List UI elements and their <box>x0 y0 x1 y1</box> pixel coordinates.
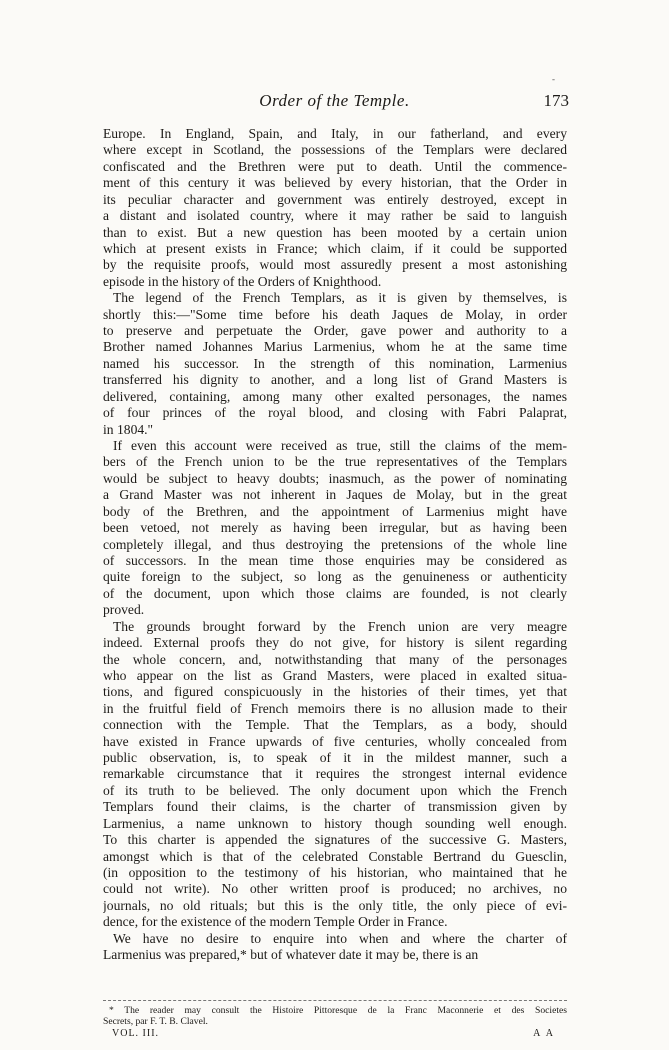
text-line: of four princes of the royal blood, and closing with Fabri Palaprat, <box>103 405 567 421</box>
text-line: quite foreign to the subject, so long as the genuineness or authenticity <box>103 569 567 585</box>
text-line: a distant and isolated country, where it may rather be said to languish <box>103 208 567 224</box>
signature-mark: A A <box>533 1028 555 1039</box>
text-line: ment of this century it was believed by every historian, that the Order in <box>103 175 567 191</box>
text-line: would be subject to heavy doubts; inasmuch, as the power of nominating <box>103 470 567 486</box>
text-line: delivered, containing, among many other exalted personages, the names <box>103 388 567 404</box>
text-line: a Grand Master was not inherent in Jaques de Molay, but in the great <box>103 487 567 503</box>
text-line: than to exist. But a new question has been mooted by a certain union <box>103 224 567 240</box>
text-line: Europe. In England, Spain, and Italy, in our fatherland, and every <box>103 126 567 141</box>
page-header <box>100 91 569 117</box>
footnote-line: Secrets, par F. T. B. Clavel. <box>103 1016 208 1027</box>
text-line: in 1804." <box>103 421 154 437</box>
text-line: shortly this:—"Some time before his death Jaques de Molay, in order <box>103 306 567 322</box>
text-line: journals, no old rituals; but this is the only title, the only piece of evi- <box>103 897 567 913</box>
text-line: Larmenius, a name unknown to history though sounding well enough. <box>103 815 567 831</box>
text-line: have existed in France upwards of five centuries, wholly concealed from <box>103 733 567 749</box>
text-line: (in opposition to the testimony of his historian, who maintained that he <box>103 864 567 880</box>
text-line: confiscated and the Brethren were put to death. Until the commence- <box>103 158 567 174</box>
footnote-line: * The reader may consult the Histoire Pittoresque de la Franc Maconnerie et des Societes <box>109 1005 567 1016</box>
footnote-divider <box>103 1000 567 1001</box>
text-line: completely illegal, and thus destroying the pretensions of the whole line <box>103 536 567 552</box>
text-line: to preserve and perpetuate the Order, gave power and authority to a <box>103 323 567 339</box>
text-line: where except in Scotland, the possessions of the Templars were declared <box>103 142 567 158</box>
text-line: Brother named Johannes Marius Larmenius, whom he at the same time <box>103 339 567 355</box>
text-line: public observation, is, to speak of it in the mildest manner, such a <box>103 750 567 766</box>
text-line: dence, for the existence of the modern Temple Order in France. <box>103 914 448 930</box>
running-head: Order of the Temple. <box>259 91 410 110</box>
page-number: 173 <box>543 91 569 110</box>
text-line: If even this account were received as true, still the claims of the mem- <box>113 438 567 454</box>
text-line: We have no desire to enquire into when and where the charter of <box>113 930 567 946</box>
text-line: of successors. In the mean time those enquiries may be considered as <box>103 552 567 568</box>
text-line: who appear on the list as Grand Masters, were placed in exalted situa- <box>103 667 567 683</box>
text-line: bers of the French union to be the true representatives of the Templars <box>103 454 567 470</box>
text-line: named his successor. In the strength of this nomination, Larmenius <box>103 355 567 371</box>
text-line: The legend of the French Templars, as it is given by themselves, is <box>113 290 567 306</box>
text-line: of the document, upon which those claims are founded, is not clearly <box>103 585 567 601</box>
text-line: episode in the history of the Orders of Knighthood. <box>103 273 382 289</box>
text-line: could not write). No other written proof is produced; no archives, no <box>103 881 567 897</box>
corner-mark: - <box>552 74 555 84</box>
text-line: the whole concern, and, notwithstanding that many of the personages <box>103 651 567 667</box>
text-line: Templars found their claims, is the charter of transmission given by <box>103 799 567 815</box>
text-line: of its truth to be believed. The only document upon which the French <box>103 782 567 798</box>
text-line: proved. <box>103 602 145 618</box>
text-line: transferred his dignity to another, and a long list of Grand Masters is <box>103 372 567 388</box>
text-line: been vetoed, not merely as having been irregular, but as having been <box>103 520 567 536</box>
text-line: Larmenius was prepared,* but of whatever date it may be, there is an <box>103 947 479 963</box>
page-footer <box>112 1028 567 1041</box>
text-line: indeed. External proofs they do not give, for history is silent regarding <box>103 635 567 651</box>
text-line: The grounds brought forward by the French union are very meagre <box>113 618 567 634</box>
text-line: body of the Brethren, and the appointment of Larmenius might have <box>103 503 567 519</box>
text-line: To this charter is appended the signatures of the successive G. Masters, <box>103 832 567 848</box>
volume-label: VOL. III. <box>112 1028 160 1039</box>
body-text <box>103 126 567 964</box>
text-line: connection with the Temple. That the Templars, as a body, should <box>103 717 567 733</box>
text-line: tions, and figured conspicuously in the histories of their times, yet that <box>103 684 567 700</box>
text-line: its peculiar character and government was entirely destroyed, except in <box>103 191 567 207</box>
text-line: which at present exists in France; which claim, if it could be supported <box>103 240 567 256</box>
text-line: remarkable circumstance that it requires the strongest internal evidence <box>103 766 567 782</box>
text-line: by the requisite proofs, would most assuredly present a most astonishing <box>103 257 567 273</box>
text-line: amongst which is that of the celebrated Constable Bertrand du Guesclin, <box>103 848 567 864</box>
text-line: in the fruitful field of French memoirs there is no allusion made to their <box>103 700 567 716</box>
footnote <box>103 1005 567 1027</box>
